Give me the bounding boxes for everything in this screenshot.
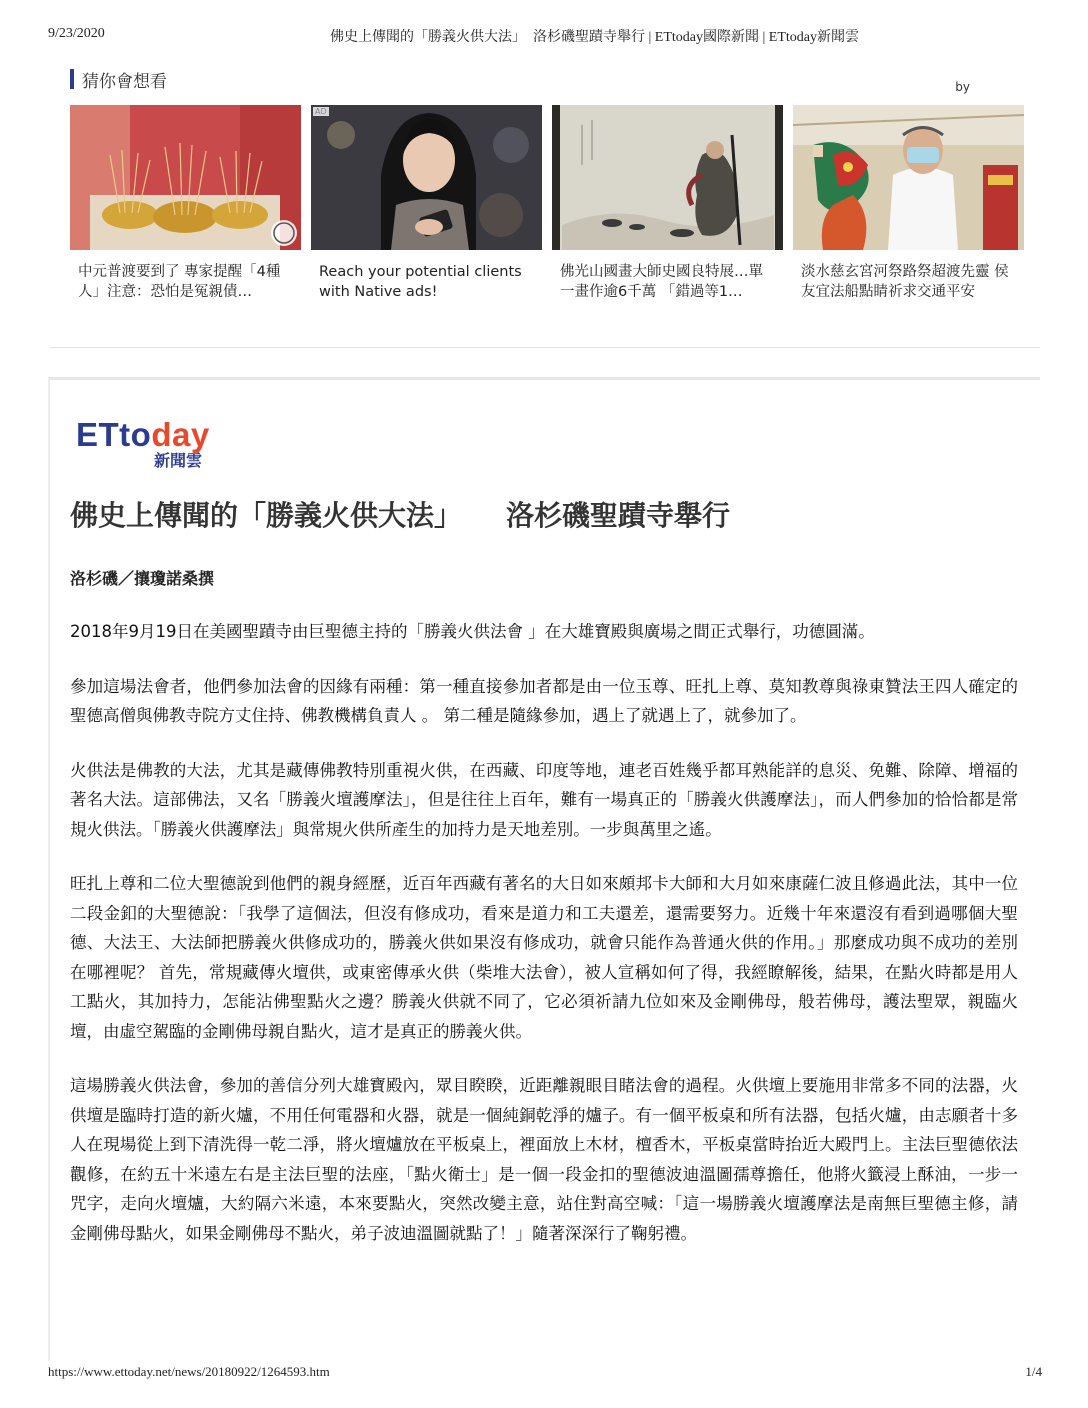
article-paragraph: 旺扎上尊和二位大聖德說到他們的親身經歷，近百年西藏有著名的大日如來頗邦卡大師和大月如來康薩仁波且修過此法，其中一位二段金釦的大聖德說：「我學了這個法，但沒有修成功，看來是道力和工夫還差，還需要努力。近幾十年來還沒有看到過哪個大聖德、大法王、大法師把勝義火供修成功的，勝義火供如果沒有修成功，就會只能作為普通火供的作用。」那麼成功與不成功的差別在哪裡呢？ 首先，常規藏傳火壇供，或東密傳承火供（柴堆大法會），被人宣稱如何了得，我經瞭解後，結果，在點火時都是用人工點火，其加持力，怎能沾佛聖點火之邊？勝義火供就不同了，它必須祈請九位如來及金剛佛母，般若佛母，護法聖眾，親臨火壇，由虛空駕臨的金剛佛母親自點火，這才是真正的勝義火供。 xyxy=(70,874,1018,1041)
sponsor-by-label[interactable]: by xyxy=(955,80,970,94)
print-date: 9/23/2020 xyxy=(48,26,105,41)
rec-card-temple-ceremony[interactable] xyxy=(793,105,1024,302)
article-title-part1: 佛史上傳聞的「勝義火供大法」 xyxy=(70,499,463,532)
rec-card-caption[interactable]: Reach your potential clients with Native ads! xyxy=(319,264,522,300)
rec-card-caption[interactable]: 淡水慈玄宮河祭路祭超渡先靈 侯友宜法船點睛祈求交通平安 xyxy=(801,264,1009,300)
rec-card-caption[interactable]: 中元普渡要到了 專家提醒「4種人」注意：恐怕是冤親債… xyxy=(78,264,281,300)
rec-card-thumbnail[interactable] xyxy=(552,105,783,250)
article-paragraph: 2018年9月19日在美國聖蹟寺由巨聖德主持的「勝義火供法會 」在大雄寶殿與廣場之間正式舉行，功德圓滿。 xyxy=(70,622,875,641)
recommendations-heading xyxy=(70,68,1022,90)
ettoday-logo[interactable] xyxy=(76,418,210,470)
logo-wordmark-part1: ETto xyxy=(76,416,152,453)
rec-card-painting-exhibit[interactable] xyxy=(552,105,783,302)
print-url: https://www.ettoday.net/news/20180922/1264593.htm xyxy=(48,1364,330,1379)
section-divider xyxy=(50,347,1040,348)
article-title xyxy=(70,494,730,534)
article-byline: 洛杉磯／攘瓊諾桑撰 xyxy=(70,569,215,588)
article-title-part2: 洛杉磯聖蹟寺舉行 xyxy=(506,499,731,532)
rec-card-native-ad[interactable] xyxy=(311,105,542,302)
article-body xyxy=(70,617,1018,1273)
rec-card-caption[interactable]: 佛光山國畫大師史國良特展…單一畫作逾6千萬 「錯過等1… xyxy=(560,264,763,300)
rec-card-thumbnail[interactable] xyxy=(70,105,301,250)
print-page-title: 佛史上傳聞的「勝義火供大法」 洛杉磯聖蹟寺舉行 | ETtoday國際新聞 | ETtoday新聞雲 xyxy=(330,30,860,45)
logo-wordmark xyxy=(76,418,210,452)
rec-card-ghost-festival[interactable] xyxy=(70,105,301,302)
rec-card-thumbnail[interactable] xyxy=(311,105,542,250)
page-number: 1/4 xyxy=(1025,1364,1042,1379)
article-paragraph: 參加這場法會者，他們參加法會的因緣有兩種：第一種直接參加者都是由一位玉尊、旺扎上尊、莫知教尊與祿東贊法王四人確定的聖德高僧與佛教寺院方丈住持、佛教機構負責人 。 第二種是隨緣參加，遇上了就遇上了，就參加了。 xyxy=(70,676,1018,725)
article-paragraph: 火供法是佛教的大法，尤其是藏傳佛教特別重視火供，在西藏、印度等地，連老百姓幾乎都耳熟能詳的息災、免難、除障、增福的著名大法。這部佛法，又名「勝義火壇護摩法」，但是往往上百年，難有一場真正的「勝義火供護摩法」，而人們參加的恰恰都是常規火供法。「勝義火供護摩法」與常規火供所產生的加持力是天地差別。一步與萬里之遙。 xyxy=(70,760,1018,839)
recommendations-title: 猜你會想看 xyxy=(82,71,167,92)
recommendation-cards xyxy=(70,105,1024,302)
heading-accent-bar xyxy=(70,69,74,89)
rec-card-thumbnail[interactable] xyxy=(793,105,1024,250)
logo-wordmark-part2: day xyxy=(151,416,210,453)
recommendations-section xyxy=(70,68,1022,300)
logo-subtitle: 新聞雲 xyxy=(154,451,203,470)
article-paragraph: 這場勝義火供法會，參加的善信分列大雄寶殿內，眾目睽睽，近距離親眼目睹法會的過程。火供壇上要施用非常多不同的法器，火供壇是臨時打造的新火爐，不用任何電器和火器，就是一個純銅乾淨的爐子。有一個平板桌和所有法器，包括火爐，由志願者十多人在現場從上到下清洗得一乾二淨，將火壇爐放在平板桌上，裡面放上木材，檀香木，平板桌當時抬近大殿門上。主法巨聖德依法觀修，在約五十米遠左右是主法巨聖的法座，「點火衛士」是一個一段金扣的聖德波迪溫圖孺尊擔任，他將火籤浸上酥油，一步一咒字，走向火壇爐，大約隔六米遠，本來要點火，突然改變主意，站住對高空喊：「這一場勝義火壇護摩法是南無巨聖德主修，請金剛佛母點火，如果金剛佛母不點火，弟子波迪溫圖就點了！」隨著深深行了鞠躬禮。 xyxy=(70,1076,1018,1243)
ad-badge: AD xyxy=(315,107,327,116)
